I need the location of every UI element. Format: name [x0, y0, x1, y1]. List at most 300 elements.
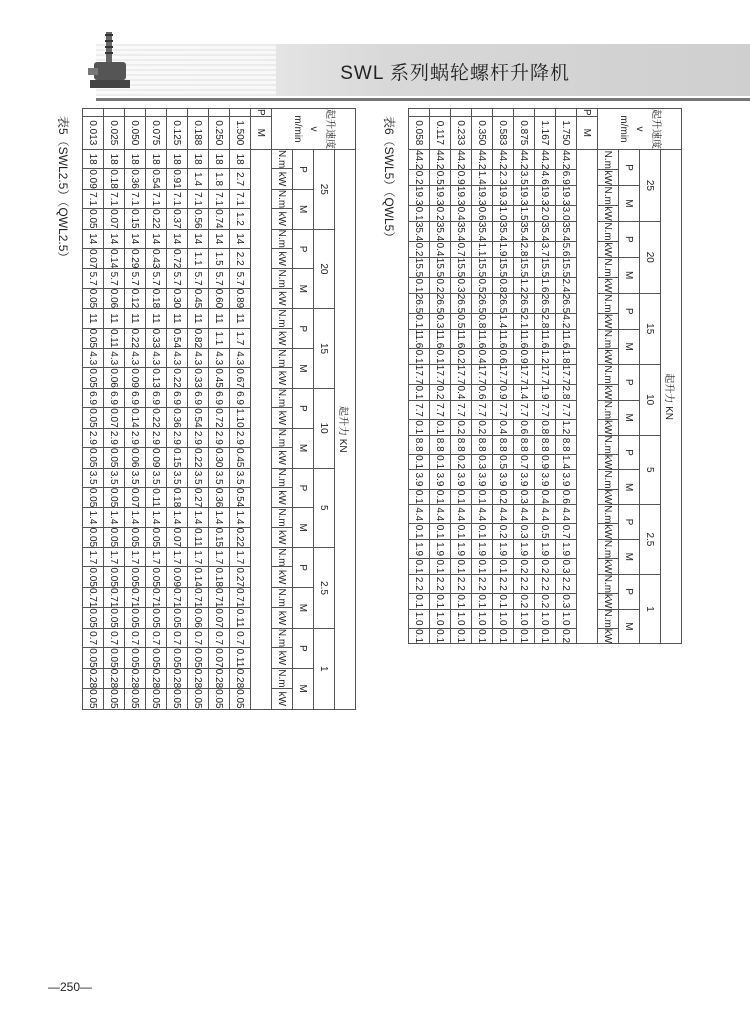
- value-cell: 4.4: [472, 505, 493, 524]
- power-header: P: [293, 229, 314, 269]
- value-cell: 0.9: [451, 170, 472, 185]
- value-cell: 0.7: [188, 628, 209, 647]
- value-cell: 2.2: [514, 574, 535, 593]
- value-cell: 26.5: [514, 293, 535, 313]
- value-cell: 0.54: [188, 408, 209, 428]
- power-header: P: [293, 468, 314, 508]
- table-row: [125, 109, 146, 710]
- value-cell: 7.7: [430, 400, 451, 419]
- table-row: [430, 109, 451, 644]
- value-cell: 19.3: [430, 185, 451, 205]
- value-cell: 7.7: [493, 400, 514, 419]
- value-cell: 17.7: [535, 364, 556, 384]
- value-cell: 7.7: [451, 400, 472, 419]
- value-cell: 0.07: [104, 408, 125, 428]
- filler-cell: [230, 109, 251, 117]
- load-header: 1: [314, 628, 335, 709]
- value-cell: 0.45: [209, 368, 230, 388]
- value-cell: 0.28: [167, 668, 188, 688]
- value-cell: 0.05: [146, 567, 167, 587]
- value-cell: 0.06: [104, 368, 125, 388]
- table-row: [188, 109, 209, 710]
- load-header: 15: [314, 309, 335, 389]
- value-cell: 0.05: [83, 689, 104, 709]
- unit-header: kW: [272, 209, 293, 229]
- value-cell: 0.05: [188, 648, 209, 668]
- value-cell: 19.3: [556, 185, 577, 205]
- page-header: [0, 0, 750, 100]
- power-header: P: [293, 628, 314, 668]
- value-cell: 44.2: [430, 150, 451, 170]
- table-row: [556, 109, 577, 644]
- value-cell: 2.9: [125, 428, 146, 447]
- value-cell: 17.7: [514, 364, 535, 384]
- filler-cell: [451, 109, 472, 117]
- value-cell: 0.1: [430, 489, 451, 504]
- value-cell: 0.1: [409, 385, 430, 400]
- unit-header: kW: [598, 628, 619, 643]
- value-cell: 0.5: [493, 454, 514, 469]
- value-cell: 0.4: [451, 385, 472, 400]
- unit-header: kW: [272, 248, 293, 268]
- unit-header: N.m: [598, 470, 619, 489]
- value-cell: 3.9: [409, 470, 430, 489]
- table-corner: [598, 109, 682, 150]
- unit-header: N.m: [598, 505, 619, 524]
- unit-header: kW: [598, 314, 619, 329]
- value-cell: 0.11: [188, 527, 209, 547]
- value-cell: 1.7: [230, 328, 251, 348]
- value-cell: 0.1: [430, 420, 451, 435]
- value-cell: 0.30: [167, 288, 188, 308]
- power-header: P: [619, 221, 640, 257]
- value-cell: 2.2: [493, 574, 514, 593]
- value-cell: 3.5: [230, 468, 251, 487]
- value-cell: 1.7: [230, 548, 251, 567]
- value-cell: 0.22: [230, 527, 251, 547]
- unit-header: N.m: [598, 257, 619, 277]
- value-cell: 0.3: [451, 278, 472, 293]
- speed-cell: 0.125: [167, 116, 188, 149]
- value-cell: 7.7: [409, 400, 430, 419]
- value-cell: 0.18: [209, 567, 230, 587]
- value-cell: 17.7: [430, 364, 451, 384]
- value-cell: 1.9: [409, 539, 430, 558]
- value-cell: 1.0: [556, 609, 577, 628]
- value-cell: 8.8: [514, 435, 535, 454]
- value-cell: 0.22: [188, 448, 209, 468]
- value-cell: 6.9: [125, 388, 146, 407]
- table-row: [83, 109, 104, 710]
- value-cell: 0.8: [535, 420, 556, 435]
- value-cell: 0.5: [535, 524, 556, 539]
- value-cell: 0.6: [472, 385, 493, 400]
- value-cell: 0.2: [430, 278, 451, 293]
- value-cell: 0.11: [230, 608, 251, 628]
- value-cell: 0.14: [125, 408, 146, 428]
- unit-header: kW: [272, 328, 293, 348]
- table-row: [535, 109, 556, 644]
- value-cell: 11.6: [493, 329, 514, 349]
- value-cell: 0.05: [83, 448, 104, 468]
- value-cell: 3.9: [472, 470, 493, 489]
- value-cell: 0.05: [146, 527, 167, 547]
- value-cell: 0.1: [409, 278, 430, 293]
- value-cell: 0.7: [514, 454, 535, 469]
- speed-cell: 0.875: [514, 116, 535, 149]
- corner-m_min: m/min: [618, 115, 630, 143]
- load-header: 2.5: [314, 548, 335, 629]
- value-cell: 0.36: [167, 408, 188, 428]
- value-cell: 1.0: [430, 609, 451, 628]
- value-cell: 4.3: [146, 349, 167, 368]
- value-cell: 5.6: [556, 242, 577, 257]
- value-cell: 0.9: [535, 454, 556, 469]
- value-cell: 35.4: [409, 221, 430, 241]
- value-cell: 26.5: [556, 293, 577, 313]
- value-cell: 0.9: [493, 385, 514, 400]
- value-cell: 3.9: [430, 470, 451, 489]
- value-cell: 6.9: [146, 388, 167, 407]
- value-cell: 0.2: [430, 206, 451, 221]
- value-cell: 0.1: [430, 628, 451, 643]
- value-cell: 0.2: [409, 170, 430, 185]
- value-cell: 0.6: [514, 420, 535, 435]
- value-cell: 18: [230, 150, 251, 169]
- value-cell: 35.4: [514, 221, 535, 241]
- value-cell: 44.2: [472, 150, 493, 170]
- filler-cell: [209, 109, 230, 117]
- unit-header: kW: [272, 408, 293, 428]
- value-cell: 11.6: [451, 329, 472, 349]
- value-cell: 2.8: [514, 242, 535, 257]
- value-cell: 0.1: [472, 524, 493, 539]
- table-row: [409, 109, 430, 644]
- value-cell: 0.05: [104, 689, 125, 709]
- value-cell: 0.71: [167, 587, 188, 607]
- value-cell: 1.9: [430, 539, 451, 558]
- value-cell: 0.11: [230, 648, 251, 668]
- value-cell: 11: [146, 309, 167, 328]
- value-cell: 0.54: [146, 169, 167, 189]
- unit-header: N.m: [598, 293, 619, 313]
- value-cell: 6.9: [556, 170, 577, 185]
- value-cell: 0.22: [125, 328, 146, 348]
- value-cell: 0.29: [125, 248, 146, 268]
- value-cell: 0.71: [83, 587, 104, 607]
- value-cell: 1.4: [472, 170, 493, 185]
- value-cell: 44.2: [514, 150, 535, 170]
- value-cell: 1.7: [188, 548, 209, 567]
- value-cell: 0.18: [146, 288, 167, 308]
- value-cell: 6.9: [230, 388, 251, 407]
- value-cell: 35.4: [535, 221, 556, 241]
- value-cell: 1.0: [493, 609, 514, 628]
- value-cell: 2.0: [535, 206, 556, 221]
- value-cell: 2.7: [230, 169, 251, 189]
- value-cell: 1.4: [188, 169, 209, 189]
- value-cell: 2.2: [430, 574, 451, 593]
- value-cell: 0.05: [167, 648, 188, 668]
- value-cell: 0.28: [146, 668, 167, 688]
- value-cell: 2.2: [535, 574, 556, 593]
- value-cell: 2.3: [493, 170, 514, 185]
- value-cell: 17.7: [472, 364, 493, 384]
- value-cell: 7.1: [104, 189, 125, 208]
- value-cell: 26.5: [430, 293, 451, 313]
- corner-lift_speed: 起升速度: [650, 109, 662, 149]
- value-cell: 1.9: [493, 242, 514, 257]
- header-rule: [96, 98, 750, 101]
- value-cell: 0.18: [104, 169, 125, 189]
- value-cell: 0.28: [125, 668, 146, 688]
- value-cell: 6.9: [188, 388, 209, 407]
- col-p-label: P: [577, 109, 598, 117]
- value-cell: 18: [167, 150, 188, 169]
- value-cell: 0.37: [167, 209, 188, 229]
- unit-header: N.m: [272, 309, 293, 328]
- speed-cell: 0.075: [146, 116, 167, 149]
- col-m-label: M: [577, 116, 598, 149]
- moment-header: M: [293, 269, 314, 309]
- value-cell: 0.05: [83, 328, 104, 348]
- value-cell: 0.27: [188, 487, 209, 507]
- value-cell: 0.74: [209, 209, 230, 229]
- power-header: P: [619, 150, 640, 186]
- value-cell: 0.7: [167, 628, 188, 647]
- value-cell: 4.4: [430, 505, 451, 524]
- value-cell: 3.5: [209, 468, 230, 487]
- value-cell: 0.09: [167, 567, 188, 587]
- value-cell: 11: [188, 309, 209, 328]
- value-cell: 4.3: [230, 349, 251, 368]
- load-header: 20: [640, 221, 661, 293]
- value-cell: 0.05: [104, 608, 125, 628]
- value-cell: 8.8: [556, 435, 577, 454]
- value-cell: 14: [104, 229, 125, 248]
- value-cell: 0.05: [125, 608, 146, 628]
- value-cell: 15.5: [472, 257, 493, 277]
- unit-header: N.m: [272, 668, 293, 688]
- value-cell: 0.71: [209, 587, 230, 607]
- corner-v: v: [634, 126, 646, 132]
- table5-wrapper: [82, 108, 356, 710]
- value-cell: 4.3: [83, 349, 104, 368]
- unit-header: N.m: [272, 189, 293, 208]
- value-cell: 1.9: [493, 539, 514, 558]
- value-cell: 0.05: [125, 567, 146, 587]
- value-cell: 19.3: [493, 185, 514, 205]
- value-cell: 8.8: [535, 435, 556, 454]
- value-cell: 0.3: [514, 524, 535, 539]
- value-cell: 1.0: [514, 609, 535, 628]
- value-cell: 0.4: [451, 206, 472, 221]
- value-cell: 0.60: [209, 288, 230, 308]
- table-row: [209, 109, 230, 710]
- unit-header: N.m: [272, 548, 293, 567]
- table-row: [230, 109, 251, 710]
- value-cell: 1.7: [104, 548, 125, 567]
- speed-cell: 1.167: [535, 116, 556, 149]
- filler-cell: [556, 109, 577, 117]
- value-cell: 0.1: [409, 489, 430, 504]
- col-p-label: P: [251, 109, 272, 117]
- load-header: 25: [314, 150, 335, 230]
- value-cell: 11: [83, 309, 104, 328]
- speed-cell: 0.050: [125, 116, 146, 149]
- unit-header: kW: [272, 527, 293, 547]
- moment-header: M: [619, 609, 640, 644]
- value-cell: 0.2: [514, 594, 535, 609]
- moment-header: M: [293, 508, 314, 548]
- unit-header: kW: [598, 420, 619, 435]
- value-cell: 18: [209, 150, 230, 169]
- value-cell: 1.4: [556, 454, 577, 469]
- value-cell: 15.5: [535, 257, 556, 277]
- value-cell: 0.7: [451, 242, 472, 257]
- value-cell: 0.05: [83, 209, 104, 229]
- value-cell: 0.3: [514, 489, 535, 504]
- value-cell: 2.9: [167, 428, 188, 447]
- unit-header: N.m: [598, 221, 619, 241]
- moment-header: M: [619, 400, 640, 435]
- value-cell: 0.1: [472, 559, 493, 574]
- value-cell: 1.4: [209, 508, 230, 527]
- value-cell: 2.8: [535, 314, 556, 329]
- value-cell: 0.05: [83, 408, 104, 428]
- value-cell: 3.5: [83, 468, 104, 487]
- value-cell: 0.6: [493, 349, 514, 364]
- moment-header: M: [293, 189, 314, 229]
- value-cell: 5.7: [125, 269, 146, 288]
- value-cell: 0.1: [493, 594, 514, 609]
- load-header: 20: [314, 229, 335, 309]
- value-cell: 0.1: [451, 489, 472, 504]
- unit-header: kW: [598, 559, 619, 574]
- value-cell: 11.6: [472, 329, 493, 349]
- unit-header: kW: [272, 448, 293, 468]
- value-cell: 2.9: [146, 428, 167, 447]
- value-cell: 0.09: [83, 169, 104, 189]
- value-cell: 8.8: [451, 435, 472, 454]
- value-cell: 0.5: [451, 314, 472, 329]
- value-cell: 0.1: [409, 524, 430, 539]
- table-row: [514, 109, 535, 644]
- value-cell: 0.05: [83, 567, 104, 587]
- value-cell: 3.5: [167, 468, 188, 487]
- value-cell: 26.5: [451, 293, 472, 313]
- unit-header: kW: [272, 487, 293, 507]
- value-cell: 1.0: [409, 609, 430, 628]
- value-cell: 1.4: [514, 385, 535, 400]
- value-cell: 0.05: [188, 689, 209, 709]
- value-cell: 0.14: [104, 248, 125, 268]
- value-cell: 0.07: [83, 248, 104, 268]
- value-cell: 0.9: [514, 349, 535, 364]
- value-cell: 0.6: [556, 489, 577, 504]
- value-cell: 0.56: [188, 209, 209, 229]
- unit-header: N.m: [598, 609, 619, 628]
- value-cell: 26.5: [493, 293, 514, 313]
- table6-wrapper: [408, 108, 682, 644]
- unit-header: kW: [598, 170, 619, 185]
- value-cell: 0.1: [472, 489, 493, 504]
- filler-cell: [514, 109, 535, 117]
- value-cell: 19.3: [409, 185, 430, 205]
- load-header: 2.5: [640, 505, 661, 575]
- value-cell: 2.2: [409, 574, 430, 593]
- value-cell: 3.9: [493, 470, 514, 489]
- unit-header: kW: [598, 594, 619, 609]
- unit-header: kW: [598, 489, 619, 504]
- value-cell: 0.09: [146, 448, 167, 468]
- value-cell: 3.5: [514, 170, 535, 185]
- value-cell: 0.13: [146, 368, 167, 388]
- value-cell: 2.2: [451, 574, 472, 593]
- value-cell: 0.05: [230, 689, 251, 709]
- value-cell: 4.3: [167, 349, 188, 368]
- value-cell: 5.7: [83, 269, 104, 288]
- value-cell: 0.2: [535, 559, 556, 574]
- value-cell: 0.4: [535, 489, 556, 504]
- moment-header: M: [619, 539, 640, 574]
- value-cell: 17.7: [409, 364, 430, 384]
- value-cell: 1.9: [451, 539, 472, 558]
- value-cell: 1.4: [230, 508, 251, 527]
- value-cell: 4.4: [493, 505, 514, 524]
- unit-header: kW: [598, 242, 619, 257]
- value-cell: 0.54: [230, 487, 251, 507]
- filler-cell: [409, 109, 430, 117]
- value-cell: 0.30: [209, 448, 230, 468]
- value-cell: 14: [230, 229, 251, 248]
- value-cell: 1.1: [472, 242, 493, 257]
- moment-header: M: [293, 668, 314, 709]
- value-cell: 35.4: [430, 221, 451, 241]
- value-cell: 0.7: [556, 524, 577, 539]
- load-header: 15: [640, 293, 661, 364]
- power-header: P: [619, 505, 640, 540]
- value-cell: 19.3: [451, 185, 472, 205]
- value-cell: 0.72: [167, 248, 188, 268]
- power-header: P: [293, 548, 314, 588]
- value-cell: 0.05: [146, 648, 167, 668]
- value-cell: 0.82: [188, 328, 209, 348]
- value-cell: 0.3: [430, 314, 451, 329]
- value-cell: 5.7: [167, 269, 188, 288]
- value-cell: 15.5: [409, 257, 430, 277]
- value-cell: 2.9: [83, 428, 104, 447]
- speed-cell: 1.750: [556, 116, 577, 149]
- value-cell: 1.2: [230, 209, 251, 229]
- value-cell: 1.9: [535, 539, 556, 558]
- table-corner: [272, 109, 356, 150]
- value-cell: 0.71: [230, 587, 251, 607]
- value-cell: 6.9: [104, 388, 125, 407]
- value-cell: 7.1: [167, 189, 188, 208]
- value-cell: 0.11: [104, 328, 125, 348]
- value-cell: 0.67: [230, 368, 251, 388]
- unit-header: kW: [272, 689, 293, 709]
- value-cell: 0.71: [188, 587, 209, 607]
- load-header: 25: [640, 150, 661, 222]
- value-cell: 7.1: [188, 189, 209, 208]
- value-cell: 1.2: [535, 349, 556, 364]
- value-cell: 0.05: [146, 608, 167, 628]
- value-cell: 2.2: [556, 574, 577, 593]
- value-cell: 0.2: [472, 420, 493, 435]
- value-cell: 1.7: [146, 548, 167, 567]
